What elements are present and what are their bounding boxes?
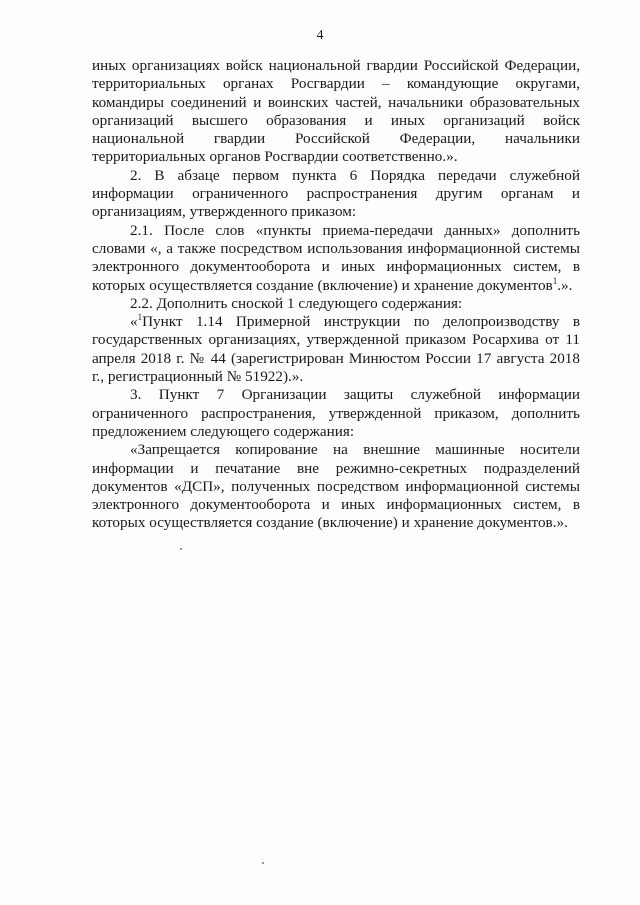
paragraph-item-2-1: [92, 222, 580, 295]
paragraph-item-3: 3. Пункт 7 Организации защиты служебной информации ограниченного распространения, утвержденной приказом, дополнить предложением следующего содержания:: [92, 386, 580, 440]
footnote-text: [92, 313, 580, 386]
paragraph-continuation: иных организациях войск национальной гвардии Российской Федерации, территориальных органах Росгвардии – командующие округами, командиры соединений и воинских частей, начальники образовательных организаций высшего образования и иных организаций войск национальной гвардии Российской Федерации, начальники территориальных органов Росгвардии соответственно.».: [92, 57, 580, 166]
paragraph-item-2-1-text: 2.1. После слов «пункты приема-передачи данных» дополнить словами «, а также посредством использования информационной системы электронного документооборота и иных информационных систем, в которых осуществляется создание (включение) и хранение документов: [92, 221, 580, 294]
footnote-marker: 1: [137, 312, 143, 323]
page-number: 4: [316, 28, 324, 43]
scan-speck: [262, 862, 264, 864]
footnote-body: Пункт 1.14 Примерной инструкции по делопроизводству в государственных организациях, утвержденной приказом Росархива от 11 апреля 2018 г. № 44 (зарегистрирован Минюстом России 17 августа 2018 г., регистрационный № 51922).».: [92, 313, 580, 386]
scan-speck: [180, 548, 182, 550]
paragraph-item-2-1-end: .».: [557, 276, 573, 294]
footnote-marker: 1: [552, 275, 558, 286]
quoted-sentence: «Запрещается копирование на внешние машинные носители информации и печатание вне режимно-секретных подразделений документов «ДСП», полученных посредством информационной системы электронного документооборота и иных информационных систем, в которых осуществляется создание (включение) и хранение документов.».: [92, 441, 580, 532]
paragraph-item-2-2: 2.2. Дополнить сноской 1 следующего содержания:: [130, 294, 463, 312]
paragraph-item-2: 2. В абзаце первом пункта 6 Порядка передачи служебной информации ограниченного распространения другим органам и организациям, утвержденного приказом:: [92, 166, 580, 221]
footnote-open-quote: «: [130, 313, 138, 331]
document-body: [92, 57, 580, 533]
